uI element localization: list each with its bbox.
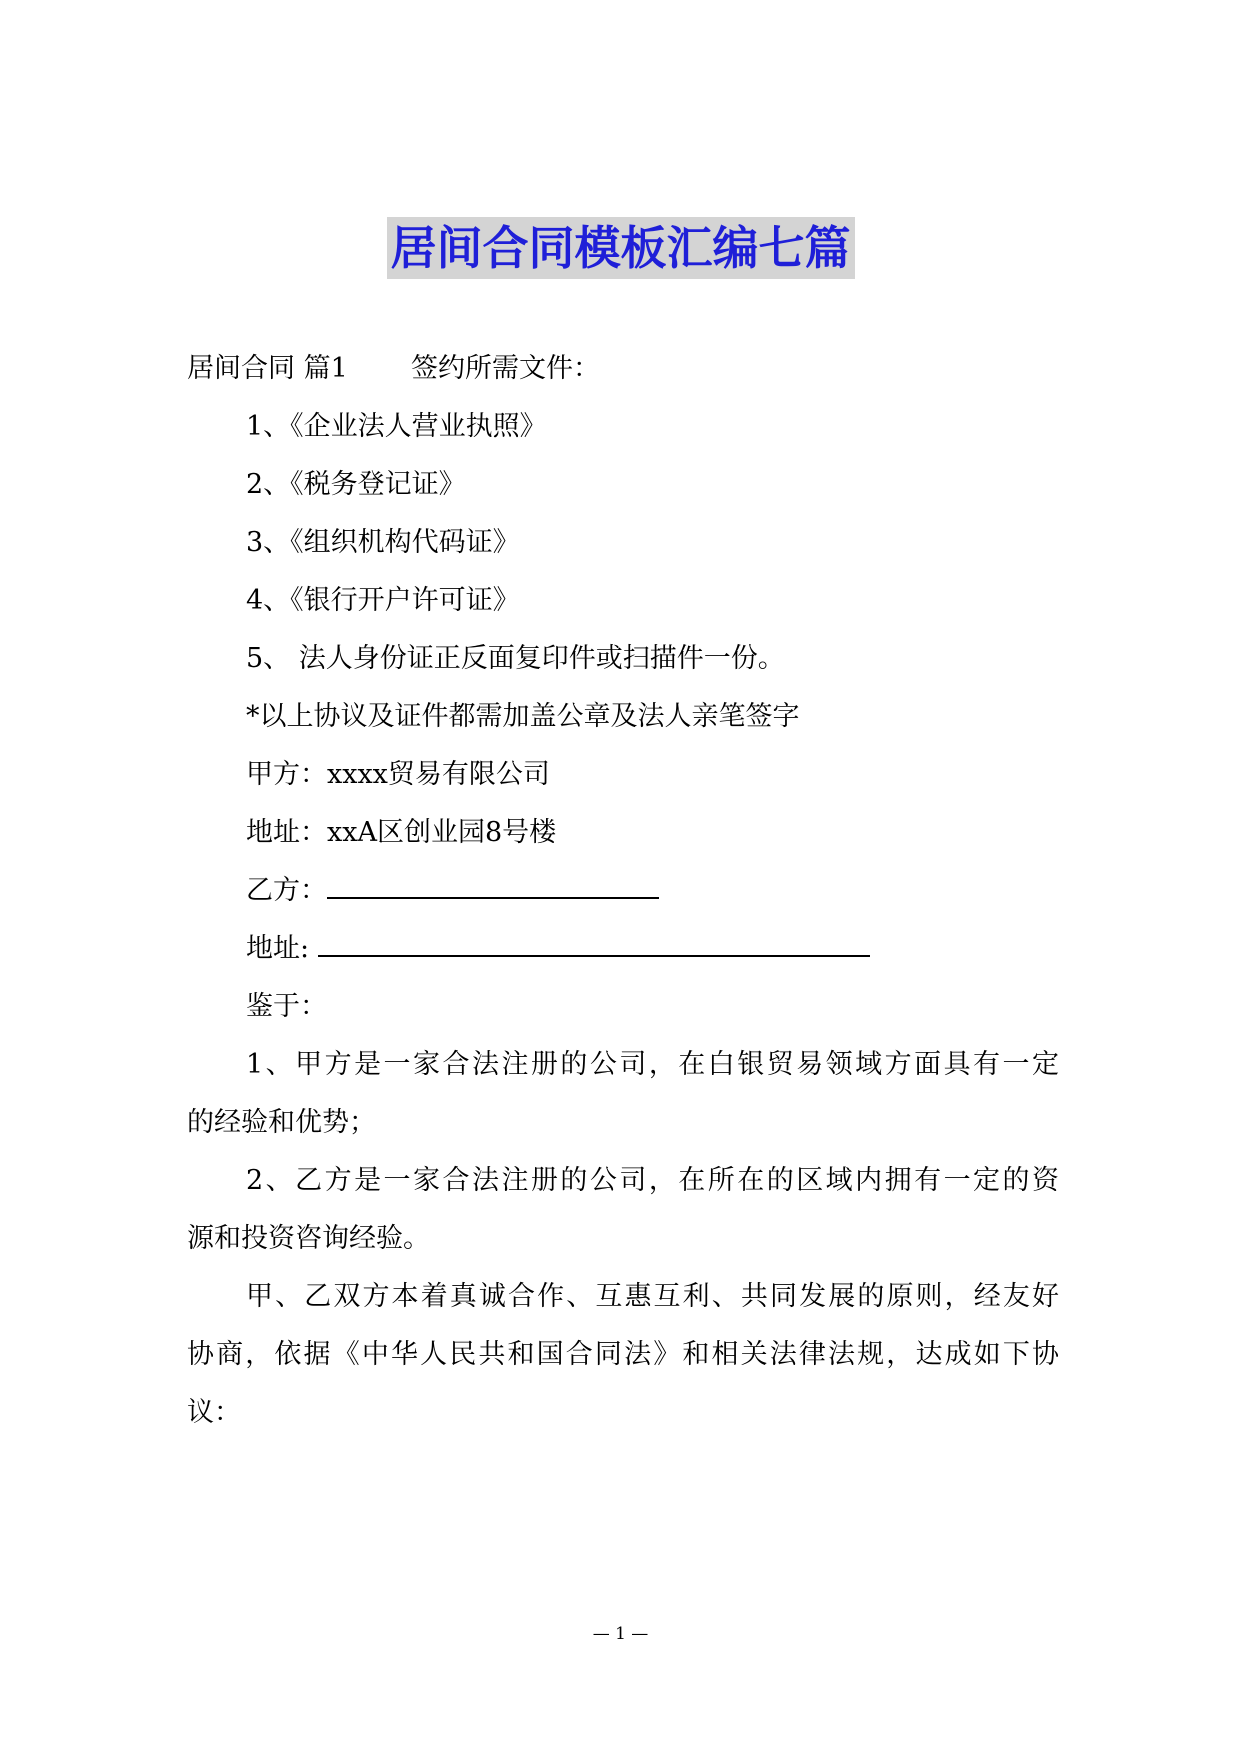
agreement-line-2: 协商，依据《中华人民共和国合同法》和相关法律法规，达成如下协	[187, 1339, 1059, 1370]
clause-1-line-1: 1、甲方是一家合法注册的公司，在白银贸易领域方面具有一定	[246, 1049, 1059, 1080]
party-b-address-blank-line	[318, 929, 870, 957]
agreement-line-2-row	[187, 1335, 1059, 1375]
title-container	[0, 217, 1241, 279]
clause-2-line-2: 源和投资咨询经验。	[187, 1223, 430, 1254]
clause-1	[187, 1045, 1059, 1085]
party-b-row	[246, 871, 659, 911]
document-item-4: 4、《银行开户许可证》	[246, 585, 520, 616]
document-item-1: 1、《企业法人营业执照》	[246, 411, 547, 442]
document-item-5: 5、 法人身份证正反面复印件或扫描件一份。	[246, 643, 785, 674]
clause-1-line-2: 的经验和优势；	[187, 1107, 376, 1138]
party-a-address: 地址：xxA区创业园8号楼	[246, 817, 557, 848]
contract-heading	[187, 349, 600, 389]
page-number: — 1 —	[592, 1624, 649, 1644]
party-a: 甲方：xxxx贸易有限公司	[246, 759, 550, 790]
party-b-label: 乙方：	[246, 875, 327, 906]
document-item-2: 2、《税务登记证》	[246, 469, 466, 500]
party-b-blank-line	[327, 871, 659, 899]
document-title: 居间合同模板汇编七篇	[387, 217, 855, 279]
whereas-label: 鉴于：	[246, 991, 327, 1022]
agreement-line-1: 甲、乙双方本着真诚合作、互惠互利、共同发展的原则，经友好	[246, 1281, 1059, 1312]
clause-2-line-1: 2、乙方是一家合法注册的公司，在所在的区域内拥有一定的资	[246, 1165, 1059, 1196]
contract-label: 居间合同 篇1	[187, 353, 348, 384]
signature-note: *以上协议及证件都需加盖公章及法人亲笔签字	[246, 701, 800, 732]
party-b-address-row	[246, 929, 870, 969]
party-b-address-label: 地址:	[246, 933, 310, 964]
agreement-line-3: 议：	[187, 1397, 241, 1428]
documents-required-label: 签约所需文件：	[410, 353, 600, 384]
agreement-paragraph	[187, 1277, 1059, 1317]
clause-2	[187, 1161, 1059, 1201]
document-item-3: 3、《组织机构代码证》	[246, 527, 520, 558]
